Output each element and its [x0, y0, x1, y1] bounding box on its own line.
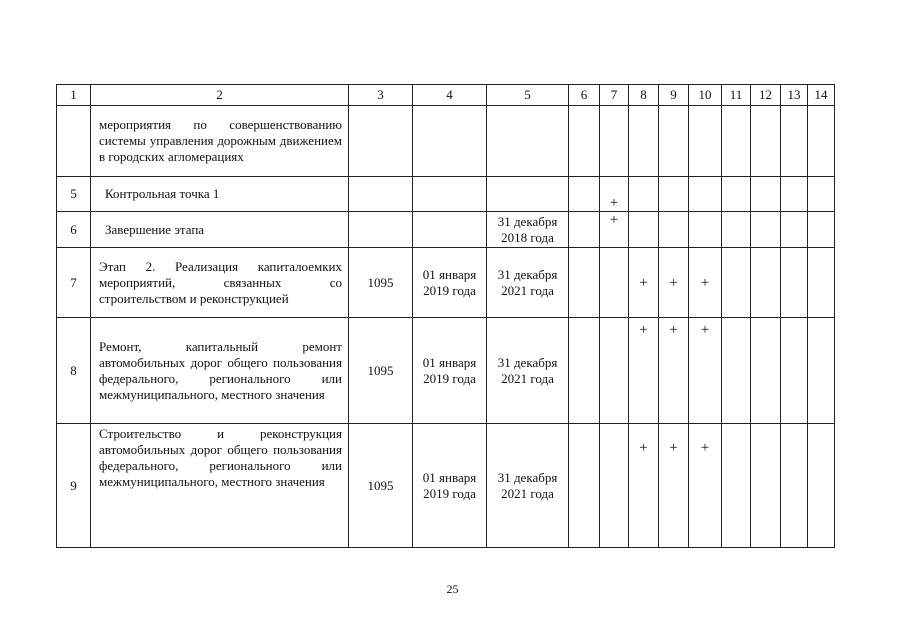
empty-cell [722, 248, 751, 318]
mark-cell-7: + [600, 177, 629, 212]
table-row [57, 248, 835, 318]
empty-cell [781, 248, 808, 318]
empty-cell [751, 212, 781, 248]
row-number: 8 [57, 318, 91, 424]
mark-cell-7 [600, 106, 629, 177]
header-cell: 4 [413, 85, 487, 106]
end-date-cell: 31 декабря 2021 года [487, 424, 569, 548]
empty-cell [781, 177, 808, 212]
empty-cell [808, 248, 835, 318]
table-row [57, 177, 835, 212]
end-date-cell: 31 декабря 2018 года [487, 212, 569, 248]
header-cell: 9 [659, 85, 689, 106]
empty-cell [722, 177, 751, 212]
empty-cell [751, 424, 781, 548]
empty-cell [751, 106, 781, 177]
mark-cell-8 [629, 177, 659, 212]
row-description: Контрольная точка 1 [91, 177, 349, 212]
table-row [57, 212, 835, 248]
duration-cell [349, 106, 413, 177]
start-date-cell: 01 января 2019 года [413, 424, 487, 548]
empty-cell [751, 177, 781, 212]
empty-cell [808, 318, 835, 424]
page-number: 25 [446, 582, 459, 596]
header-cell: 7 [600, 85, 629, 106]
empty-cell [751, 248, 781, 318]
empty-cell [808, 212, 835, 248]
mark-cell-7 [600, 318, 629, 424]
mark-cell-8: + [629, 248, 659, 318]
row-number: 7 [57, 248, 91, 318]
row-description: Завершение этапа [91, 212, 349, 248]
end-date-cell [487, 106, 569, 177]
mark-cell-7 [600, 248, 629, 318]
empty-cell [569, 106, 600, 177]
empty-cell [781, 424, 808, 548]
duration-cell: 1095 [349, 248, 413, 318]
empty-cell [569, 248, 600, 318]
end-date-cell [487, 177, 569, 212]
end-date-cell: 31 декабря 2021 года [487, 318, 569, 424]
row-description: Ремонт, капитальный ремонт автомобильных дорог общего пользования федерального, регионального или межмуниципального, местного значения [91, 318, 349, 424]
start-date-cell [413, 106, 487, 177]
empty-cell [781, 106, 808, 177]
header-cell: 11 [722, 85, 751, 106]
duration-cell [349, 177, 413, 212]
empty-cell [808, 424, 835, 548]
header-row [57, 85, 835, 106]
header-cell: 8 [629, 85, 659, 106]
mark-cell-8: + [629, 424, 659, 548]
empty-cell [808, 177, 835, 212]
mark-cell-10 [689, 106, 722, 177]
mark-cell-10: + [689, 424, 722, 548]
mark-cell-9 [659, 106, 689, 177]
table-row [57, 424, 835, 548]
duration-cell [349, 212, 413, 248]
row-number [57, 106, 91, 177]
header-cell: 10 [689, 85, 722, 106]
empty-cell [722, 318, 751, 424]
schedule-table [56, 84, 835, 548]
mark-cell-10: + [689, 318, 722, 424]
header-cell: 5 [487, 85, 569, 106]
row-number: 6 [57, 212, 91, 248]
start-date-cell [413, 212, 487, 248]
empty-cell [722, 212, 751, 248]
header-cell: 6 [569, 85, 600, 106]
start-date-cell: 01 января 2019 года [413, 248, 487, 318]
mark-cell-7: + [600, 212, 629, 248]
empty-cell [569, 177, 600, 212]
header-cell: 14 [808, 85, 835, 106]
mark-cell-10: + [689, 248, 722, 318]
duration-cell: 1095 [349, 424, 413, 548]
empty-cell [781, 318, 808, 424]
row-description: мероприятия по совершенствованию системы управления дорожным движением в городских агломерациях [91, 106, 349, 177]
header-cell: 12 [751, 85, 781, 106]
header-cell: 2 [91, 85, 349, 106]
empty-cell [722, 106, 751, 177]
mark-cell-9 [659, 212, 689, 248]
mark-cell-8: + [629, 318, 659, 424]
row-description: Строительство и реконструкция автомобильных дорог общего пользования федерального, регионального или межмуниципального, местного значения [91, 424, 349, 548]
empty-cell [722, 424, 751, 548]
mark-cell-8 [629, 106, 659, 177]
row-number: 5 [57, 177, 91, 212]
mark-cell-7 [600, 424, 629, 548]
empty-cell [569, 212, 600, 248]
mark-cell-9: + [659, 248, 689, 318]
row-description: Этап 2. Реализация капиталоемких мероприятий, связанных со строительством и реконструкцией [91, 248, 349, 318]
mark-cell-10 [689, 177, 722, 212]
empty-cell [751, 318, 781, 424]
empty-cell [569, 318, 600, 424]
end-date-cell: 31 декабря 2021 года [487, 248, 569, 318]
mark-cell-10 [689, 212, 722, 248]
empty-cell [781, 212, 808, 248]
header-cell: 1 [57, 85, 91, 106]
row-number: 9 [57, 424, 91, 548]
table-row [57, 318, 835, 424]
table-row [57, 106, 835, 177]
mark-cell-9 [659, 177, 689, 212]
empty-cell [569, 424, 600, 548]
mark-cell-9: + [659, 318, 689, 424]
header-cell: 13 [781, 85, 808, 106]
duration-cell: 1095 [349, 318, 413, 424]
header-cell: 3 [349, 85, 413, 106]
start-date-cell [413, 177, 487, 212]
mark-cell-9: + [659, 424, 689, 548]
start-date-cell: 01 января 2019 года [413, 318, 487, 424]
empty-cell [808, 106, 835, 177]
mark-cell-8 [629, 212, 659, 248]
